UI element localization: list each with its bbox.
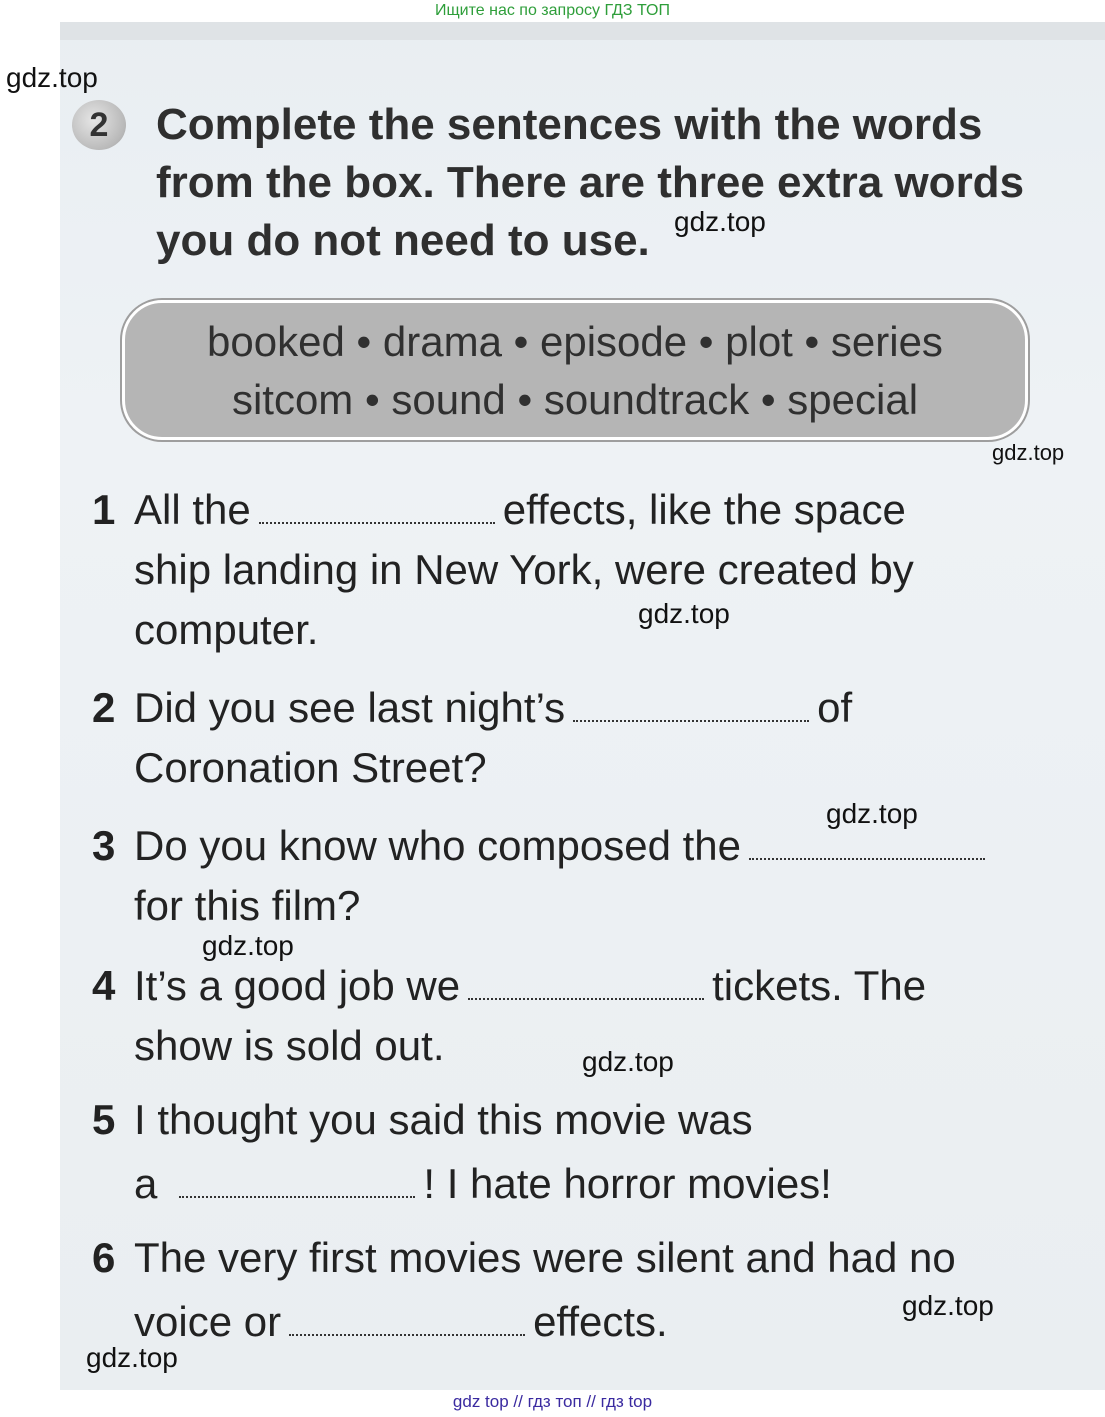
sentence-5 (92, 1088, 1052, 1216)
sentence-text: All the (134, 486, 251, 533)
sentence-text: ! I hate horror movies! (423, 1160, 832, 1207)
watermark: gdz.top (86, 1342, 178, 1373)
exercise-number-badge: 2 (72, 100, 126, 150)
instruction-line: Complete the sentences with the words (156, 100, 983, 149)
watermark: gdz.top (826, 798, 918, 829)
sentence-text: show is sold out. (134, 1022, 445, 1069)
sentence-text: Coronation Street? (134, 744, 487, 791)
sentence-6 (92, 1226, 1052, 1354)
sentence-2 (92, 678, 1052, 798)
sentence-text: computer. (134, 606, 319, 653)
sentence-text: for this film? (134, 882, 361, 929)
answer-blank[interactable] (259, 512, 495, 524)
instruction-line: from the box. There are three extra words (156, 158, 1025, 207)
sentence-text: ship landing in New York, were created by (134, 546, 914, 593)
watermark: gdz.top (638, 598, 730, 629)
sentence-number: 4 (92, 962, 116, 1009)
sentence-text: The very first movies were silent and had no (134, 1234, 956, 1281)
sentence-text: Do you know who composed the (134, 822, 742, 869)
sentence-text: Did you see last night’s (134, 684, 566, 731)
sentence-text: I thought you said this movie was (134, 1096, 753, 1143)
bottom-banner[interactable]: gdz top // гдз топ // гдз top (452, 1392, 653, 1411)
sentence-text: voice or (134, 1298, 282, 1345)
word-box (122, 300, 1028, 440)
sentence-number: 1 (92, 486, 116, 533)
answer-blank[interactable] (749, 848, 985, 860)
sentence-number: 3 (92, 822, 116, 869)
watermark: gdz.top (992, 440, 1065, 465)
answer-blank[interactable] (468, 988, 704, 1000)
page-top-strip (60, 22, 1105, 40)
word-box-line: sitcom • sound • soundtrack • special (231, 376, 919, 423)
watermark: gdz.top (674, 206, 766, 237)
sentence-text: of (817, 684, 853, 731)
sentence-text: effects, like the space (502, 486, 906, 533)
sentence-number: 2 (92, 684, 116, 731)
sentence-text: a (134, 1160, 158, 1207)
watermark: gdz.top (202, 930, 294, 961)
sentence-text: It’s a good job we (134, 962, 461, 1009)
sentence-number: 5 (92, 1096, 116, 1143)
answer-blank[interactable] (179, 1186, 415, 1198)
answer-blank[interactable] (289, 1324, 525, 1336)
sentence-3 (92, 816, 1052, 936)
word-box-line: booked • drama • episode • plot • series (207, 318, 943, 365)
answer-blank[interactable] (573, 710, 809, 722)
watermark: gdz.top (6, 62, 98, 93)
sentence-4 (92, 956, 1052, 1076)
sentence-number: 6 (92, 1234, 116, 1281)
top-banner[interactable]: Ищите нас по запросу ГДЗ ТОП (435, 2, 670, 19)
sentence-text: tickets. The (712, 962, 927, 1009)
sentence-text: effects. (533, 1298, 668, 1345)
exercise-instructions (156, 96, 1086, 270)
sentence-1 (92, 480, 1052, 660)
instruction-line: you do not need to use. (156, 216, 650, 265)
watermark: gdz.top (902, 1290, 994, 1321)
watermark: gdz.top (582, 1046, 674, 1077)
